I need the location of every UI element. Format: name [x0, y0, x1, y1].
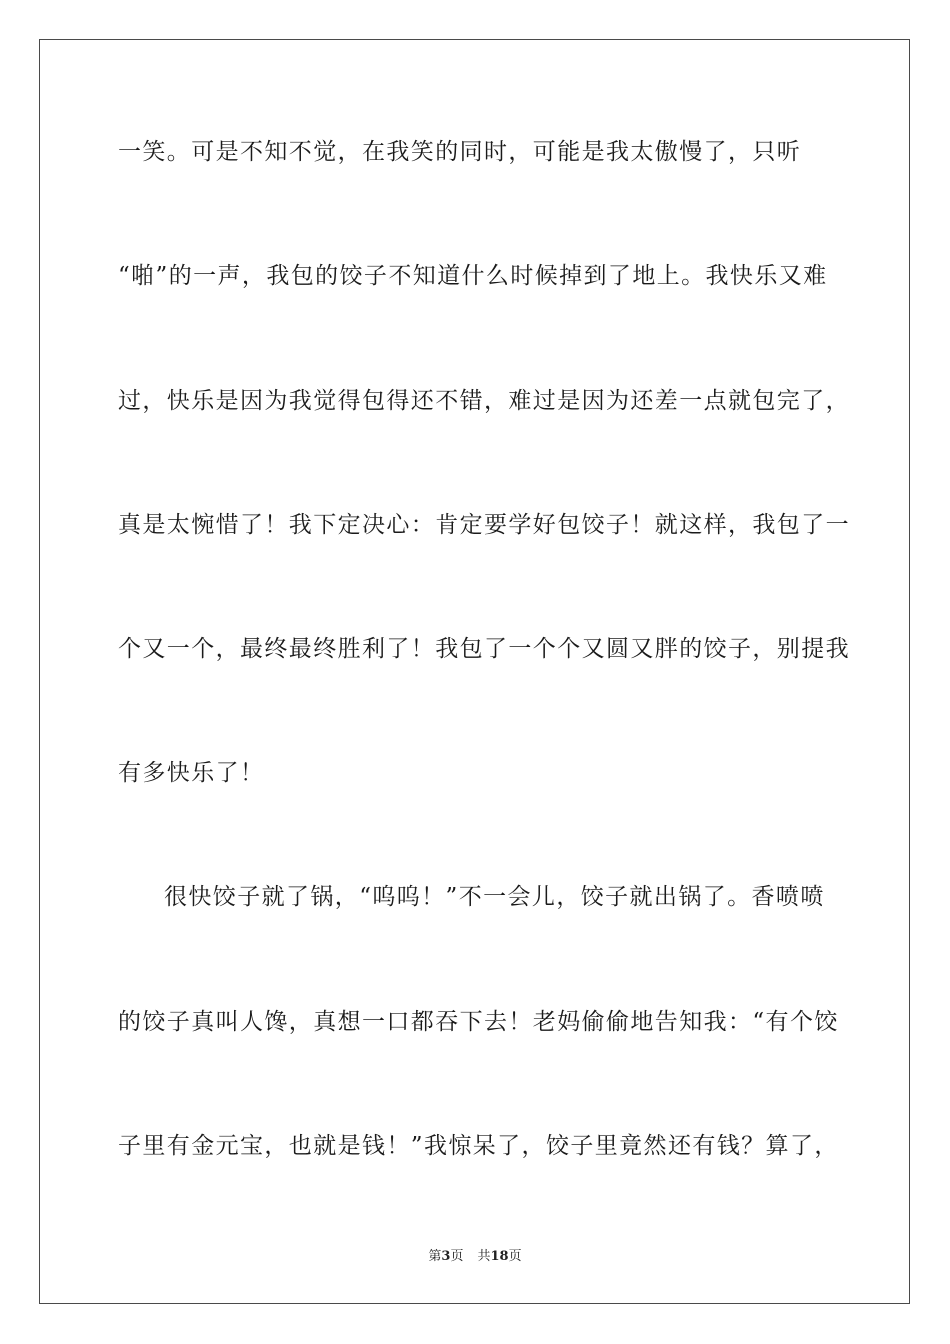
- body-text-line: 过，快乐是因为我觉得包得还不错，难过是因为还差一点就包完了，: [118, 388, 850, 414]
- footer-page-suffix: 页: [450, 1249, 464, 1264]
- footer-total-suffix: 页: [508, 1249, 522, 1264]
- footer-current-page: 3: [441, 1249, 451, 1264]
- page-border: [39, 39, 910, 1304]
- body-text-line: 子里有金元宝，也就是钱！”我惊呆了，饺子里竟然还有钱？算了，: [118, 1133, 839, 1159]
- footer-total-pages: 18: [490, 1249, 509, 1264]
- body-text-line: 个又一个，最终最终胜利了！我包了一个个又圆又胖的饺子，别提我: [118, 636, 850, 662]
- paragraph-first-line: 很快饺子就了锅，“呜呜！”不一会儿，饺子就出锅了。香喷喷: [164, 884, 825, 910]
- footer-total-prefix: 共: [477, 1249, 491, 1264]
- body-text-line: 有多快乐了！: [118, 760, 265, 786]
- body-text-line: 真是太惋惜了！我下定决心：肯定要学好包饺子！就这样，我包了一: [118, 512, 850, 538]
- footer-page-prefix: 第: [428, 1249, 442, 1264]
- body-text-line: 一笑。可是不知不觉，在我笑的同时，可能是我太傲慢了，只听: [118, 139, 802, 165]
- page-footer: [0, 1250, 950, 1263]
- body-text-line: 的饺子真叫人馋，真想一口都吞下去！老妈偷偷地告知我：“有个饺: [118, 1009, 839, 1035]
- body-text-line: “啪”的一声，我包的饺子不知道什么时候掉到了地上。我快乐又难: [118, 263, 828, 289]
